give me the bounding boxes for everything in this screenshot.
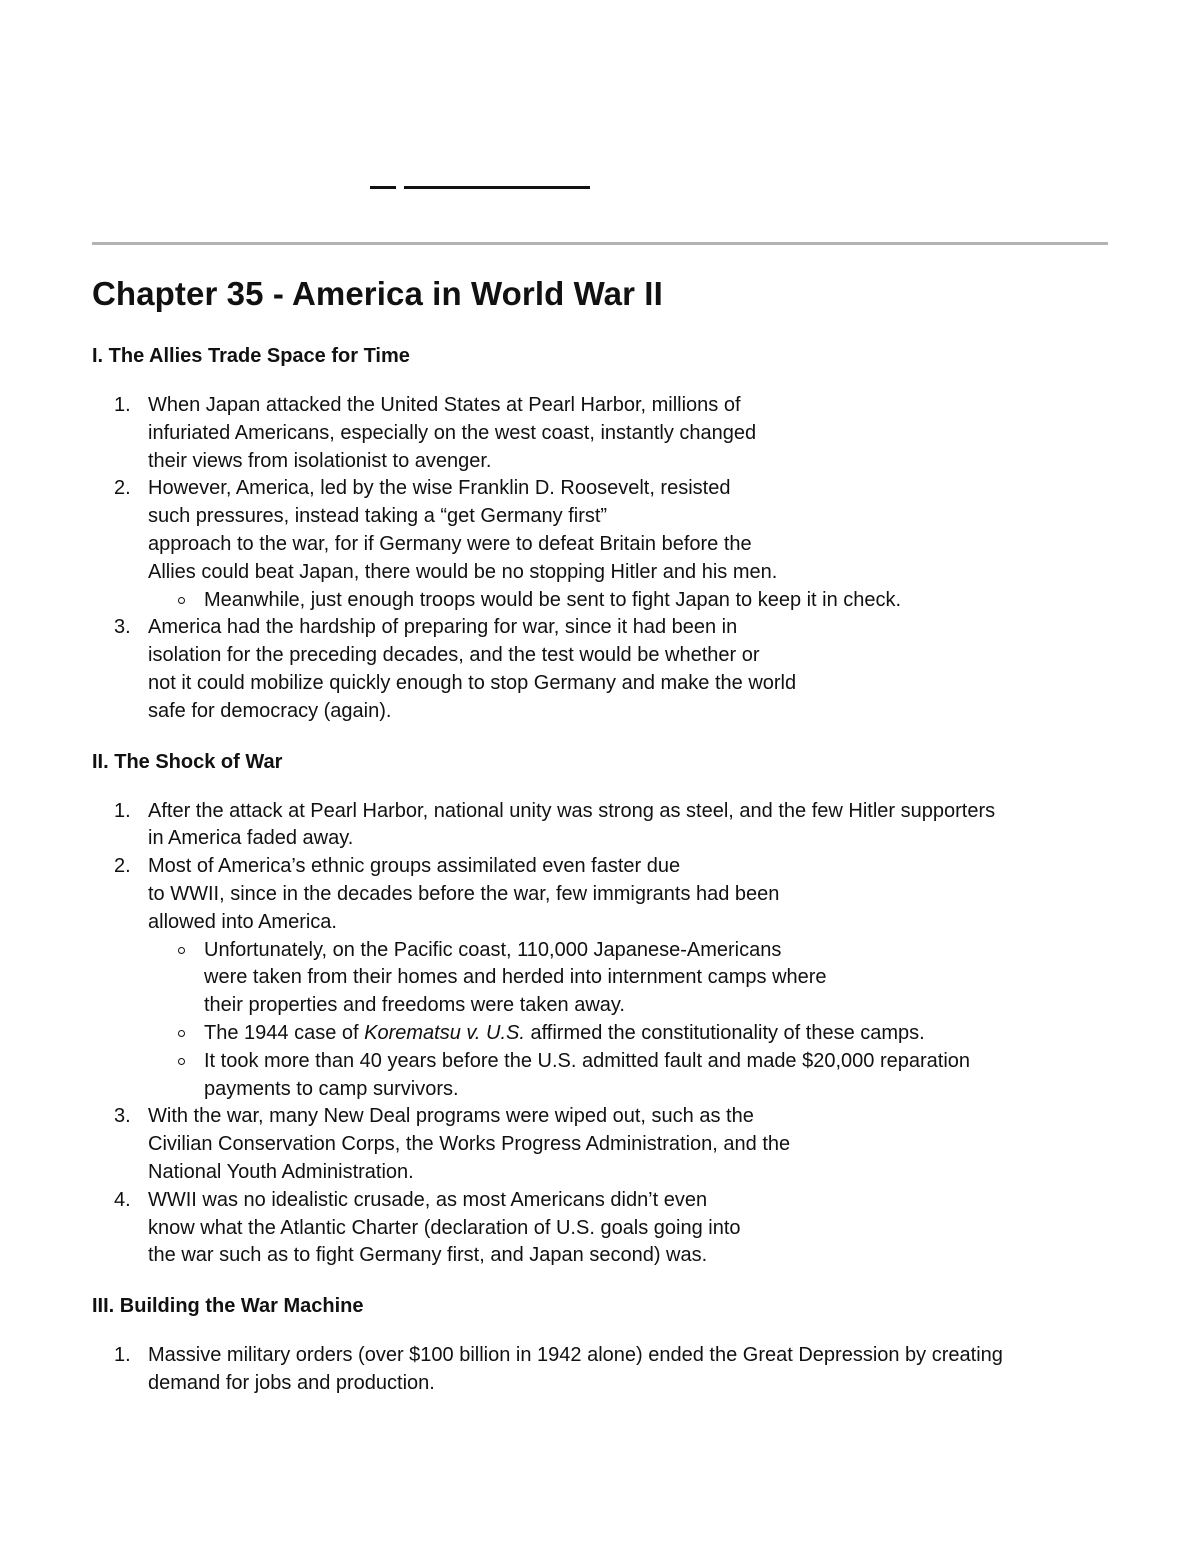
text-line: were taken from their homes and herded into internment camps where	[204, 966, 827, 989]
text-line: When Japan attacked the United States at Pearl Harbor, millions of	[148, 394, 741, 416]
hollow-bullet-icon	[178, 947, 185, 954]
text-line: demand for jobs and production.	[148, 1371, 435, 1394]
section-heading: II. The Shock of War	[92, 750, 283, 773]
text-line: allowed into America.	[148, 910, 337, 933]
list-number: 1.	[114, 799, 131, 822]
text-line: Allies could beat Japan, there would be no stopping Hitler and his men.	[148, 560, 778, 583]
text-line: approach to the war, for if Germany were to defeat Britain before the	[148, 532, 752, 555]
text-line: With the war, many New Deal programs were wiped out, such as the	[148, 1105, 754, 1128]
text-line: Meanwhile, just enough troops would be sent to fight Japan to keep it in check.	[204, 588, 902, 611]
list-item	[92, 614, 1112, 725]
header-divider	[92, 242, 1108, 245]
text-line: National Youth Administration.	[148, 1160, 414, 1183]
text-line: However, America, led by the wise Franklin D. Roosevelt, resisted	[148, 477, 731, 500]
list-item	[92, 1103, 1112, 1186]
text-line: It took more than 40 years before the U.S. admitted fault and made $20,000 reparation	[204, 1049, 971, 1072]
list-number: 3.	[114, 616, 131, 639]
list-number: 4.	[114, 1188, 131, 1211]
list-number: 1.	[114, 1344, 131, 1367]
text-line: Unfortunately, on the Pacific coast, 110,000 Japanese-Americans	[204, 938, 782, 961]
page-title: Chapter 35 - America in World War II	[92, 275, 663, 312]
list-item	[92, 853, 1112, 1103]
numbered-list	[92, 798, 1112, 1271]
text-line	[204, 1020, 1112, 1048]
hollow-bullet-icon	[178, 1058, 185, 1065]
text-line: payments to camp survivors.	[204, 1077, 459, 1100]
section-heading: I. The Allies Trade Space for Time	[92, 345, 410, 367]
bullet-item	[148, 1048, 1112, 1104]
list-item	[92, 798, 1112, 854]
text-line: WWII was no idealistic crusade, as most Americans didn’t even	[148, 1188, 708, 1211]
bullet-list	[148, 587, 1112, 615]
text-line: After the attack at Pearl Harbor, national unity was strong as steel, and the few Hitler supporters	[148, 799, 996, 822]
text-line: Massive military orders (over $100 billion in 1942 alone) ended the Great Depression by creating	[148, 1344, 1003, 1367]
list-number: 3.	[114, 1105, 131, 1128]
list-item	[92, 392, 1112, 475]
section-heading: III. Building the War Machine	[92, 1295, 364, 1318]
court-case-name: Korematsu v. U.S.	[364, 1021, 525, 1044]
bullet-list	[148, 937, 1112, 1104]
text-line: know what the Atlantic Charter (declaration of U.S. goals going into	[148, 1216, 741, 1239]
name-blank-line-long	[404, 186, 590, 189]
text-line: safe for democracy (again).	[148, 699, 392, 722]
list-number: 2.	[114, 855, 131, 878]
text-line: in America faded away.	[148, 827, 354, 850]
text-line: infuriated Americans, especially on the west coast, instantly changed	[148, 421, 757, 444]
text-line: such pressures, instead taking a “get Germany first”	[148, 505, 608, 528]
document-body	[92, 272, 1112, 1398]
list-item	[92, 475, 1112, 614]
bullet-item	[148, 937, 1112, 1020]
text-line: Civilian Conservation Corps, the Works Progress Administration, and the	[148, 1133, 791, 1156]
text-line: isolation for the preceding decades, and the test would be whether or	[148, 644, 760, 667]
numbered-list	[92, 392, 1112, 726]
text-line: the war such as to fight Germany first, and Japan second) was.	[148, 1244, 708, 1267]
list-number: 2.	[114, 477, 131, 500]
text-line: to WWII, since in the decades before the war, few immigrants had been	[148, 882, 780, 905]
list-item	[92, 1187, 1112, 1270]
text-fragment: affirmed the constitutionality of these camps.	[524, 1021, 925, 1044]
name-blank-line-short	[370, 186, 396, 189]
text-line: Most of America’s ethnic groups assimilated even faster due	[148, 855, 681, 878]
text-line: their views from isolationist to avenger.	[148, 449, 492, 472]
bullet-item	[148, 1020, 1112, 1048]
text-fragment: The 1944 case of	[204, 1021, 365, 1044]
hollow-bullet-icon	[178, 597, 185, 604]
text-line: their properties and freedoms were taken away.	[204, 994, 625, 1017]
list-number: 1.	[114, 394, 131, 416]
text-line: not it could mobilize quickly enough to stop Germany and make the world	[148, 671, 797, 694]
numbered-list	[92, 1342, 1112, 1398]
text-line: America had the hardship of preparing for war, since it had been in	[148, 616, 738, 639]
hollow-bullet-icon	[178, 1030, 185, 1037]
list-item	[92, 1342, 1112, 1398]
bullet-item	[148, 587, 1112, 615]
